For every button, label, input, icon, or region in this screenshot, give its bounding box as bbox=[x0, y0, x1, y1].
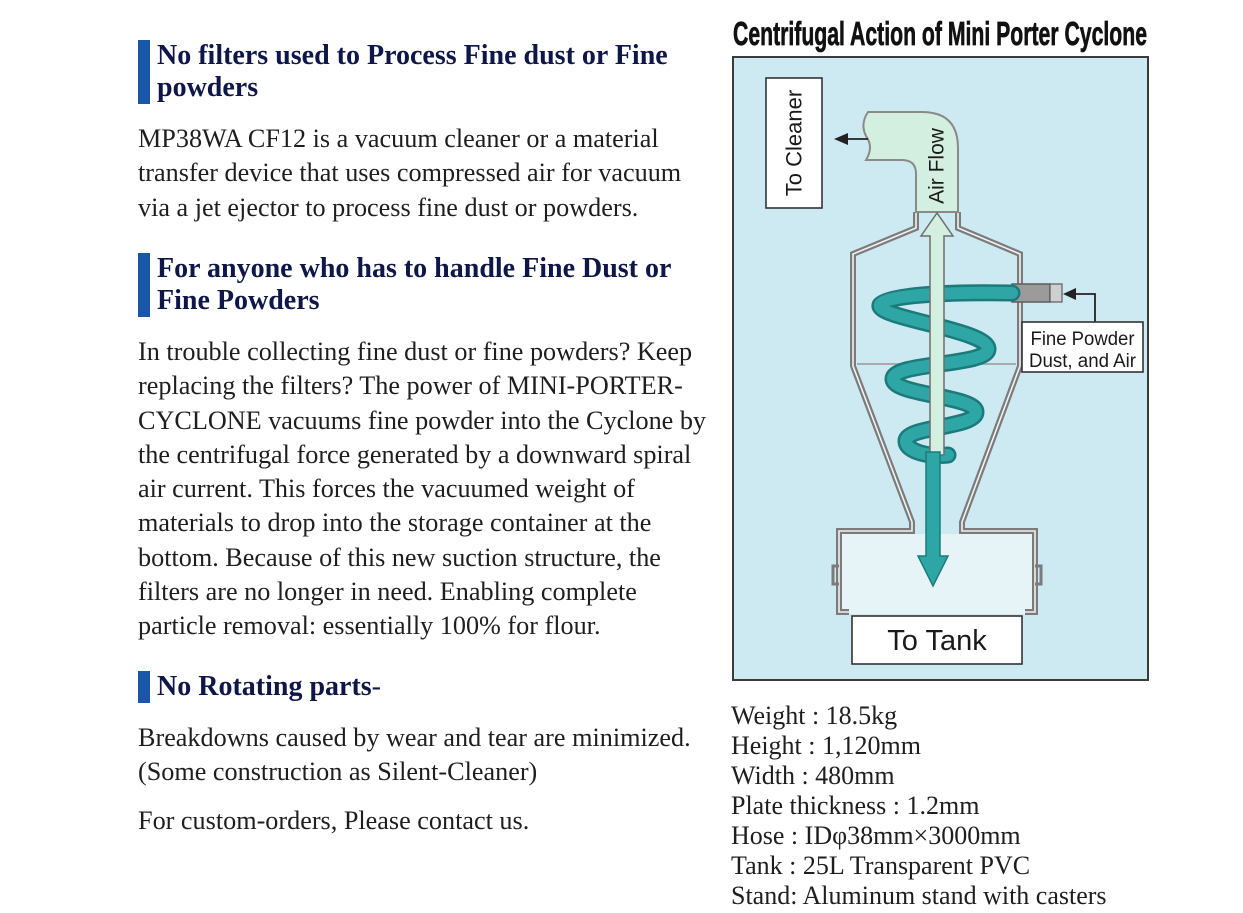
air-flow-label: Air Flow bbox=[925, 128, 949, 204]
section-heading-text: For anyone who has to handle Fine Dust or Fine Powders bbox=[157, 253, 671, 316]
spec-item: Weight : 18.5kg bbox=[731, 701, 898, 730]
inlet-pipe-mouth bbox=[1050, 284, 1062, 302]
section-heading-text: No Rotating parts bbox=[157, 671, 372, 702]
spec-list bbox=[731, 701, 1211, 911]
to-cleaner-label: To Cleaner bbox=[781, 89, 807, 197]
section-heading bbox=[138, 253, 710, 317]
diagram-title: Centrifugal Action of Mini Porter Cyclone bbox=[733, 15, 1147, 52]
spec-item: Tank : 25L Transparent PVC bbox=[731, 851, 1031, 880]
spec-item: Height : 1,120mm bbox=[731, 731, 921, 760]
section-heading-text: No filters used to Process Fine dust or Fine powders bbox=[157, 40, 668, 103]
contact-note: For custom-orders, Please contact us. bbox=[138, 806, 530, 835]
section-body: MP38WA CF12 is a vacuum cleaner or a material transfer device that uses compressed air for vacuum via a jet ejector to process fine dust or powders. bbox=[138, 124, 682, 222]
section-heading bbox=[138, 671, 710, 703]
cyclone-diagram bbox=[730, 12, 1152, 684]
spec-item: Hose : IDφ38mm×3000mm bbox=[731, 821, 1021, 850]
spec-item: Plate thickness : 1.2mm bbox=[731, 791, 980, 820]
spec-item: Stand: Aluminum stand with casters bbox=[731, 881, 1107, 910]
spec-item: Width : 480mm bbox=[731, 761, 895, 790]
inlet-label-line: Dust, and Air bbox=[1029, 351, 1137, 372]
section-body: In trouble collecting fine dust or fine powders? Keep replacing the filters? The power of MINI-PORTER-CYCLONE vacuums fine powder into the Cyclone by the centrifugal force generated by a downward spiral air current. This forces the vacuumed weight of materials to drop into the storage container at the bottom. Because of this new suction structure, the filters are no longer in need. Enabling complete particle removal: essentially 100% for flour. bbox=[138, 337, 707, 641]
section-heading bbox=[138, 40, 710, 104]
section-body: Breakdowns caused by wear and tear are minimized. (Some construction as Silent-Cleaner) bbox=[138, 723, 691, 787]
to-tank-label: To Tank bbox=[887, 625, 987, 657]
inlet-label-line: Fine Powder bbox=[1030, 329, 1136, 350]
section-heading-suffix: - bbox=[371, 671, 381, 702]
